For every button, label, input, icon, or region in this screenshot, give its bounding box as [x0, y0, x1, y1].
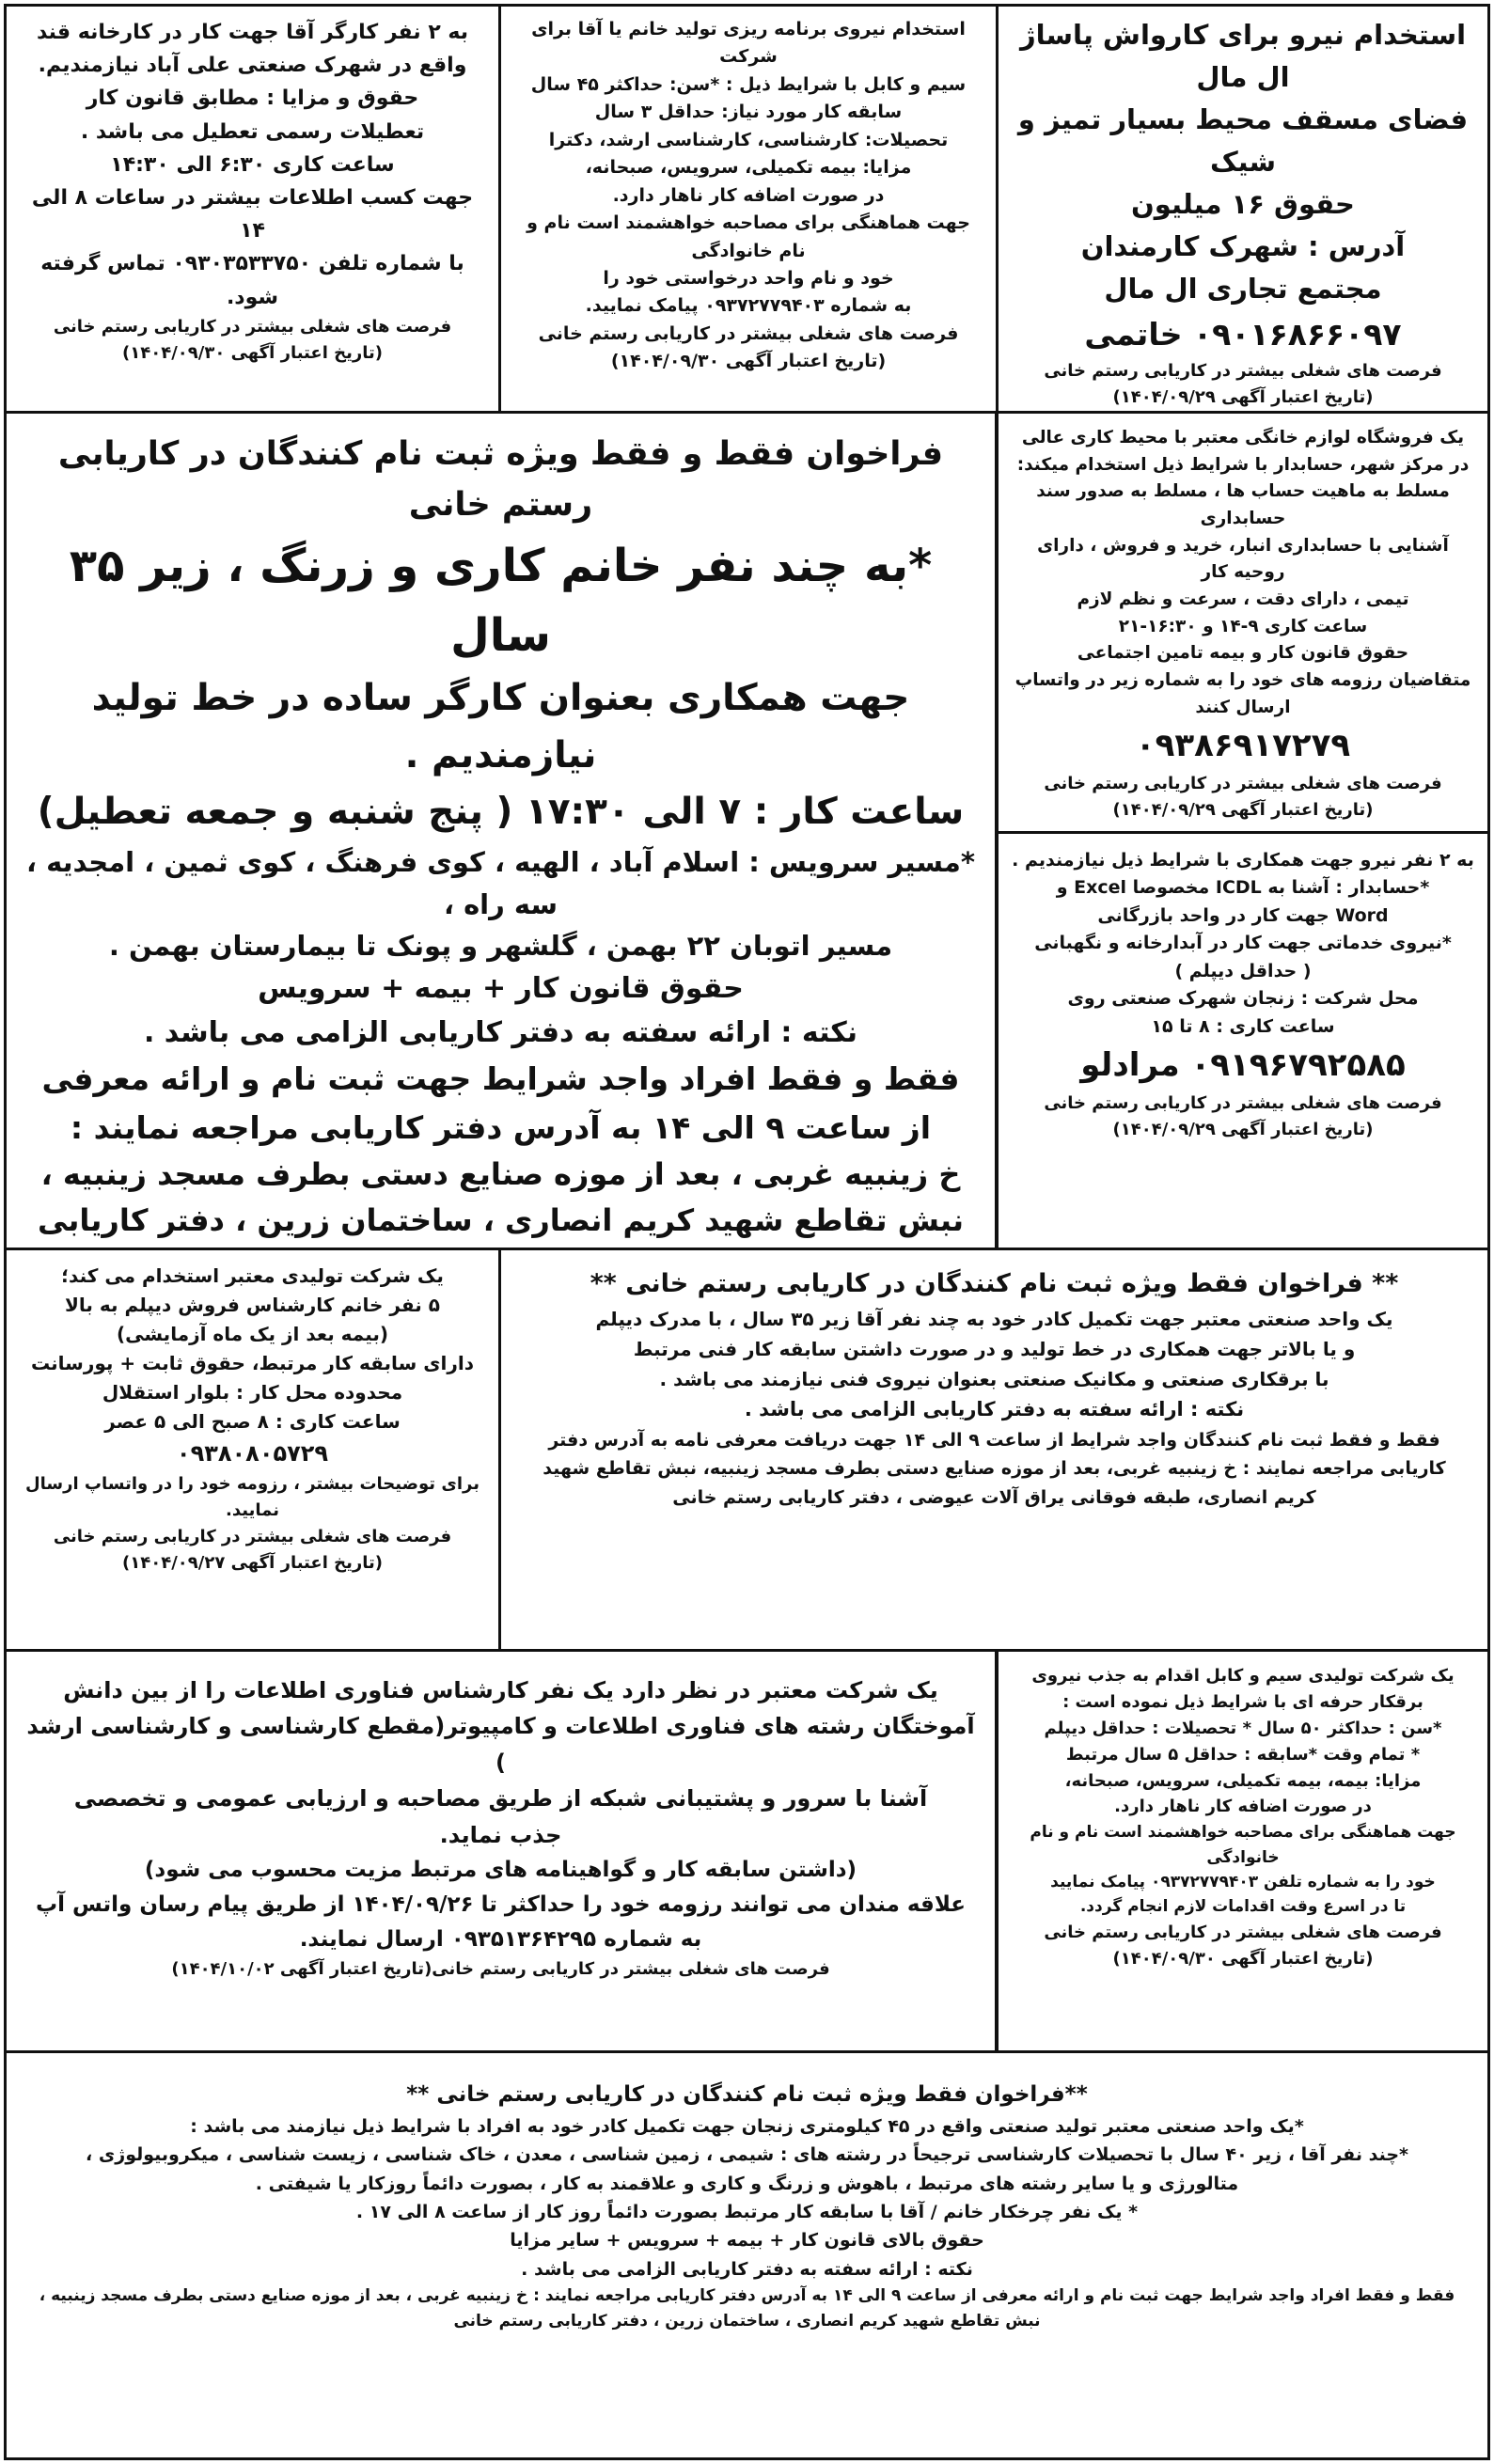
ad-carwash-line: فضای مسقف محیط بسیار تمیز و شیک: [1017, 102, 1469, 178]
ad-line: آشنا با سرور و پشتیبانی شبکه از طریق مصاحبه و ارزیابی عمومی و تخصصی: [73, 1785, 928, 1813]
ad-phone: ۰۹۳۸۰۸۰۵۷۲۹: [176, 1440, 329, 1467]
ad-service-route: *مسیر سرویس : اسلام آباد ، الهیه ، کوی فرهنگ ، کوی ثمین ، امجدیه ، سه راه ،: [25, 845, 976, 920]
ad-line: یک شرکت معتبر در نظر دارد یک نفر کارشناس فناوری اطلاعات را از بین دانش: [63, 1677, 938, 1703]
ad-line: جهت کسب اطلاعات بیشتر در ساعات ۸ الی ۱۴: [31, 185, 474, 243]
ad-carwash-expiry: (تاریخ اعتبار آگهی ۱۴۰۴/۰۹/۲۹): [1112, 386, 1374, 407]
ad-line: فقط و فقط افراد واجد شرایط جهت ثبت نام و ارائه معرفی: [41, 1060, 960, 1098]
ad-line: برقکار حرفه ای با شرایط ذیل نموده است :: [1062, 1691, 1423, 1712]
ad-footer: فرصت های شغلی بیشتر در کاریابی رستم خانی: [1044, 774, 1442, 794]
ad-line: (داشتن سابقه کار و گواهینامه های مرتبط مزیت محسوب می شود): [144, 1857, 857, 1882]
ad-line: Word جهت کار در واحد بازرگانی: [1097, 904, 1389, 926]
ad-line: مزایا: بیمه، بیمه تکمیلی، سرویس، صبحانه،: [1064, 1770, 1422, 1791]
ad-footer: فرصت های شغلی بیشتر در کاریابی رستم خانی: [53, 316, 452, 337]
ad-expiry: (تاریخ اعتبار آگهی ۱۴۰۴/۰۹/۳۰): [1112, 1948, 1374, 1969]
ad-carwash-title: استخدام نیرو برای کارواش پاساژ ال مال: [1019, 19, 1467, 93]
ad-line: *چند نفر آقا ، زیر ۴۰ سال با تحصیلات کارشناسی ترجیحاً در رشته های : شیمی ، زمین شناسی ، معدن ، خاک شناسی ، زیست شناسی ، میکروبیولوژی ،: [86, 2144, 1408, 2166]
ad-expiry: (تاریخ اعتبار آگهی ۱۴۰۴/۰۹/۳۰): [610, 351, 887, 372]
ad-line: دارای سابقه کار مرتبط، حقوق ثابت + پورسانت: [30, 1352, 475, 1374]
ad-expiry: (تاریخ اعتبار آگهی ۱۴۰۴/۰۹/۲۹): [1112, 799, 1374, 820]
ad-line: خود و نام واحد درخواستی خود را: [603, 267, 894, 289]
ad-carwash-salary: حقوق ۱۶ میلیون: [1131, 187, 1355, 220]
ad-line: حقوق و مزایا : مطابق قانون کار: [86, 86, 419, 111]
ad-expiry: (تاریخ اعتبار آگهی ۱۴۰۴/۰۹/۲۷): [122, 1552, 383, 1573]
ad-line: واقع در شهرک صنعتی علی آباد نیازمندیم.: [38, 54, 467, 78]
ad-line: محدوده محل کار : بلوار استقلال: [102, 1381, 403, 1404]
ad-line: مزایا: بیمه تکمیلی، سرویس، صبحانه،: [585, 157, 912, 179]
ad-line: جهت هماهنگی برای مصاحبه خواهشمند است نام و نام خانوادگی: [1030, 1823, 1456, 1867]
ad-line: فرصت های شغلی بیشتر در کاریابی رستم خانی: [538, 322, 959, 344]
ad-footer: فرصت های شغلی بیشتر در کاریابی رستم خانی: [1044, 1922, 1442, 1942]
ad-carwash-phone: ۰۹۰۱۶۸۶۶۰۹۷ خاتمی: [1084, 315, 1402, 353]
ad-women-workers: [4, 411, 998, 1250]
ad-footer: فرصت های شغلی بیشتر در کاریابی رستم خانی: [53, 1526, 452, 1546]
ad-footer: فرصت های شغلی بیشتر در کاریابی رستم خانی(تاریخ اعتبار آگهی ۱۴۰۴/۱۰/۰۲): [171, 1959, 830, 1980]
ad-line: حقوق قانون کار و بیمه تامین اجتماعی: [1077, 643, 1409, 664]
ad-line: *یک واحد صنعتی معتبر تولید صنعتی واقع در ۴۵ کیلومتری زنجان جهت تکمیل کادر خود به افراد با شرایط ذیل نیازمند می باشد :: [190, 2115, 1304, 2137]
ad-line: در صورت اضافه کار ناهار دارد.: [612, 184, 885, 206]
ad-line: آشنایی با حسابداری انبار، خرید و فروش ، دارای روحیه کار: [1037, 535, 1449, 583]
ad-line: ساعت کاری : ۸ صبح الی ۵ عصر: [104, 1410, 401, 1433]
ad-line: فقط و فقط ثبت نام کنندگان واجد شرایط از ساعت ۹ الی ۱۴ جهت دریافت معرفی نامه به آدرس دفتر: [548, 1429, 1440, 1451]
ad-line: به ۲ نفر کارگر آقا جهت کار در کارخانه قند: [36, 21, 469, 44]
ad-address: نبش تقاطع شهید کریم انصاری ، ساختمان زرین ، دفتر کاریابی: [38, 1202, 964, 1239]
ad-note: نکته : ارائه سفته به دفتر کاریابی الزامی می باشد .: [143, 1015, 858, 1049]
ad-line: *حسابدار : آشنا به ICDL مخصوصا Excel و: [1056, 877, 1430, 899]
ad-phone: ۰۹۳۸۶۹۱۷۲۷۹: [1135, 727, 1351, 765]
ad-line: ساعت کاری ۶:۳۰ الی ۱۴:۳۰: [110, 152, 395, 177]
ad-technical-men: [498, 1248, 1490, 1652]
ad-sugar-factory: [4, 4, 501, 414]
ad-line: تحصیلات: کارشناسی، کارشناسی ارشد، دکترا: [548, 129, 949, 150]
ad-carwash-complex: مجتمع تجاری ال مال: [1104, 272, 1382, 305]
ad-address: فقط و فقط افراد واجد شرایط جهت ثبت نام و ارائه معرفی از ساعت ۹ الی ۱۴ به آدرس دفتر کاریابی مراجعه نمایند : خ زینبیه غربی ، بعد از موزه صنایع دستی بطرف مسجد زینبیه ،: [39, 2286, 1455, 2306]
ad-line: جهت هماهنگی برای مصاحبه خواهشمند است نام و نام خانوادگی: [527, 212, 970, 261]
ad-line: جذب نماید.: [439, 1821, 562, 1848]
ad-line: ( حداقل دیپلم ): [1174, 960, 1312, 981]
ad-line: و یا بالاتر جهت همکاری در خط تولید و در صورت داشتن سابقه کار فنی مرتبط: [633, 1338, 1356, 1361]
ad-line: *نیروی خدماتی جهت کار در آبدارخانه و نگهبانی: [1034, 933, 1452, 954]
ad-line: ساعت کاری : ۸ تا ۱۵: [1151, 1015, 1335, 1037]
ad-title: **فراخوان فقط ویژه ثبت نام کنندگان در کاریابی رستم خانی **: [406, 2082, 1088, 2107]
ad-address: نبش تقاطع شهید کریم انصاری ، ساختمان زرین ، دفتر کاریابی رستم خانی: [453, 2312, 1041, 2331]
ad-line: متالورژی و یا سایر رشته های مرتبط ، باهوش و زرنگ و کاری و علاقمند به کار ، بصورت دائماً روزکار یا شیفتی .: [255, 2173, 1239, 2194]
ad-carwash-footer: فرصت های شغلی بیشتر در کاریابی رستم خانی: [1044, 360, 1442, 381]
ad-line: (بیمه بعد از یک ماه آزمایشی): [116, 1323, 389, 1345]
ad-line: از ساعت ۹ الی ۱۴ به آدرس دفتر کاریابی مراجعه نمایند :: [70, 1108, 932, 1146]
ad-line: سیم و کابل با شرایط ذیل : *سن: حداکثر ۴۵ سال: [530, 73, 967, 95]
ad-production-planning: [498, 4, 999, 414]
ad-line: به شماره ۰۹۳۷۲۷۷۹۴۰۳ پیامک نمایید.: [585, 295, 912, 317]
ad-sales-experts: [4, 1248, 501, 1652]
ad-line: با برقکاری صنعتی و مکانیک صنعتی بعنوان نیروی فنی نیازمند می باشد .: [659, 1368, 1329, 1391]
ad-headline: *به چند نفر خانم کاری و زرنگ ، زیر ۳۵ سال: [69, 539, 933, 662]
ad-line: یک شرکت تولیدی معتبر استخدام می کند؛: [61, 1264, 444, 1287]
ad-line: ساعت کاری ۹-۱۴ و ۱۶:۳۰-۲۱: [1118, 616, 1368, 636]
ad-line: یک شرکت تولیدی سیم و کابل اقدام به جذب نیروی: [1031, 1666, 1455, 1686]
ad-industrial-unit-45km: [4, 2050, 1490, 2460]
ad-note: نکته : ارائه سفته به دفتر کاریابی الزامی می باشد .: [521, 2258, 973, 2280]
ad-hours: ساعت کار : ۷ الی ۱۷:۳۰ ( پنج شنبه و جمعه تعطیل): [37, 791, 965, 834]
ad-line: * یک نفر چرخکار خانم / آقا با سابقه کار مرتبط بصورت دائماً روز کار از ساعت ۸ الی ۱۷ .: [355, 2201, 1139, 2222]
ad-line: تیمی ، دارای دقت ، سرعت و نظم لازم: [1077, 589, 1409, 610]
ad-phone: خود را به شماره تلفن ۰۹۳۷۲۷۷۹۴۰۳ پیامک نمایید: [1050, 1873, 1436, 1892]
ad-line: استخدام نیروی برنامه ریزی تولید خانم یا آقا برای شرکت: [531, 19, 966, 68]
ad-two-staff-zanjan: [996, 831, 1490, 1250]
ad-line: محل شرکت : زنجان شهرک صنعتی روی: [1067, 988, 1419, 1010]
ad-line: * تمام وقت *سابقه : حداقل ۵ سال مرتبط: [1065, 1744, 1421, 1765]
ad-line: تا در اسرع وقت اقدامات لازم انجام گردد.: [1079, 1897, 1407, 1917]
ad-carwash-address: آدرس : شهرک کارمندان: [1080, 229, 1406, 262]
ad-line: مسلط به ماهیت حساب ها ، مسلط به صدور سند حسابداری: [1036, 481, 1450, 529]
ad-line: سابقه کار مورد نیاز: حداقل ۳ سال: [594, 102, 903, 123]
ad-line: یک واحد صنعتی معتبر جهت تکمیل کادر خود به چند نفر آقا زیر ۳۵ سال ، با مدرک دیپلم: [595, 1308, 1393, 1331]
ad-line: برای توضیحات بیشتر ، رزومه خود را در واتساپ ارسال نمایید.: [25, 1474, 480, 1521]
ad-title: ** فراخوان فقط ویژه ثبت نام کنندگان در کاریابی رستم خانی **: [590, 1269, 1399, 1298]
ad-phone: ۰۹۱۹۶۷۹۲۵۸۵ مرادلو: [1080, 1046, 1406, 1085]
ad-line: یک فروشگاه لوازم خانگی معتبر با محیط کاری عالی: [1021, 428, 1465, 447]
ad-line: *سن : حداکثر ۵۰ سال * تحصیلات : حداقل دیپلم: [1044, 1718, 1442, 1738]
ad-line: در صورت اضافه کار ناهار دارد.: [1114, 1797, 1372, 1817]
ad-address: کریم انصاری، طبقه فوقانی یراق آلات عیوضی ، دفتر کاریابی رستم خانی: [672, 1486, 1316, 1508]
ad-line: علاقه مندان می توانند رزومه خود را حداکثر تا ۱۴۰۴/۰۹/۲۶ از طریق پیام رسان واتس آپ: [35, 1891, 966, 1917]
ad-phone: به شماره ۰۹۳۵۱۳۶۴۲۹۵ ارسال نمایند.: [299, 1926, 702, 1952]
ad-expiry: (تاریخ اعتبار آگهی ۱۴۰۴/۰۹/۳۰): [122, 343, 383, 364]
ad-line: ۵ نفر خانم کارشناس فروش دیپلم به بالا: [65, 1294, 440, 1316]
ad-address: کاریابی مراجعه نمایند : خ زینبیه غربی، بعد از موزه صنایع دستی بطرف مسجد زینبیه، نبش تقاطع شهید: [543, 1458, 1446, 1480]
ad-benefits: حقوق بالای قانون کار + بیمه + سرویس + سایر مزایا: [510, 2230, 984, 2252]
ad-line: آموختگان رشته های فناوری اطلاعات و کامپیوتر(مقطع کارشناسی و کارشناسی ارشد ): [26, 1713, 975, 1776]
ad-footer: فرصت های شغلی بیشتر در کاریابی رستم خانی: [1044, 1092, 1442, 1113]
ad-it-expert: [4, 1649, 998, 2053]
ad-line: تعطیلات رسمی تعطیل می باشد .: [80, 119, 425, 144]
ad-benefits: حقوق قانون کار + بیمه + سرویس: [258, 972, 744, 1006]
ad-line: به ۲ نفر نیرو جهت همکاری با شرایط ذیل نیازمندیم .: [1012, 850, 1474, 871]
ad-accountant-appliances: [996, 411, 1490, 834]
ad-title: فراخوان فقط و فقط ویژه ثبت نام کنندگان در کاریابی رستم خانی: [57, 435, 944, 525]
ad-line: با شماره تلفن ۰۹۳۰۳۵۳۳۷۵۰ تماس گرفته شود.: [40, 252, 464, 309]
ad-line: در مرکز شهر، حسابدار با شرایط ذیل استخدام میکند:: [1016, 454, 1470, 475]
ad-address: خ زینبیه غربی ، بعد از موزه صنایع دستی بطرف مسجد زینبیه ،: [40, 1155, 961, 1192]
ad-line: مسیر اتوبان ۲۲ بهمن ، گلشهر و پونک تا بیمارستان بهمن .: [108, 930, 893, 963]
ad-expiry: (تاریخ اعتبار آگهی ۱۴۰۴/۰۹/۲۹): [1112, 1119, 1374, 1139]
ad-note: نکته : ارائه سفته به دفتر کاریابی الزامی می باشد .: [744, 1398, 1245, 1421]
ad-electrician: [996, 1649, 1490, 2053]
ad-carwash: [996, 4, 1490, 414]
ad-line: جهت همکاری بعنوان کارگر ساده در خط تولید نیازمندیم .: [91, 677, 910, 777]
ad-line: متقاضیان رزومه های خود را به شماره زیر در واتساپ ارسال کنند: [1014, 670, 1471, 717]
